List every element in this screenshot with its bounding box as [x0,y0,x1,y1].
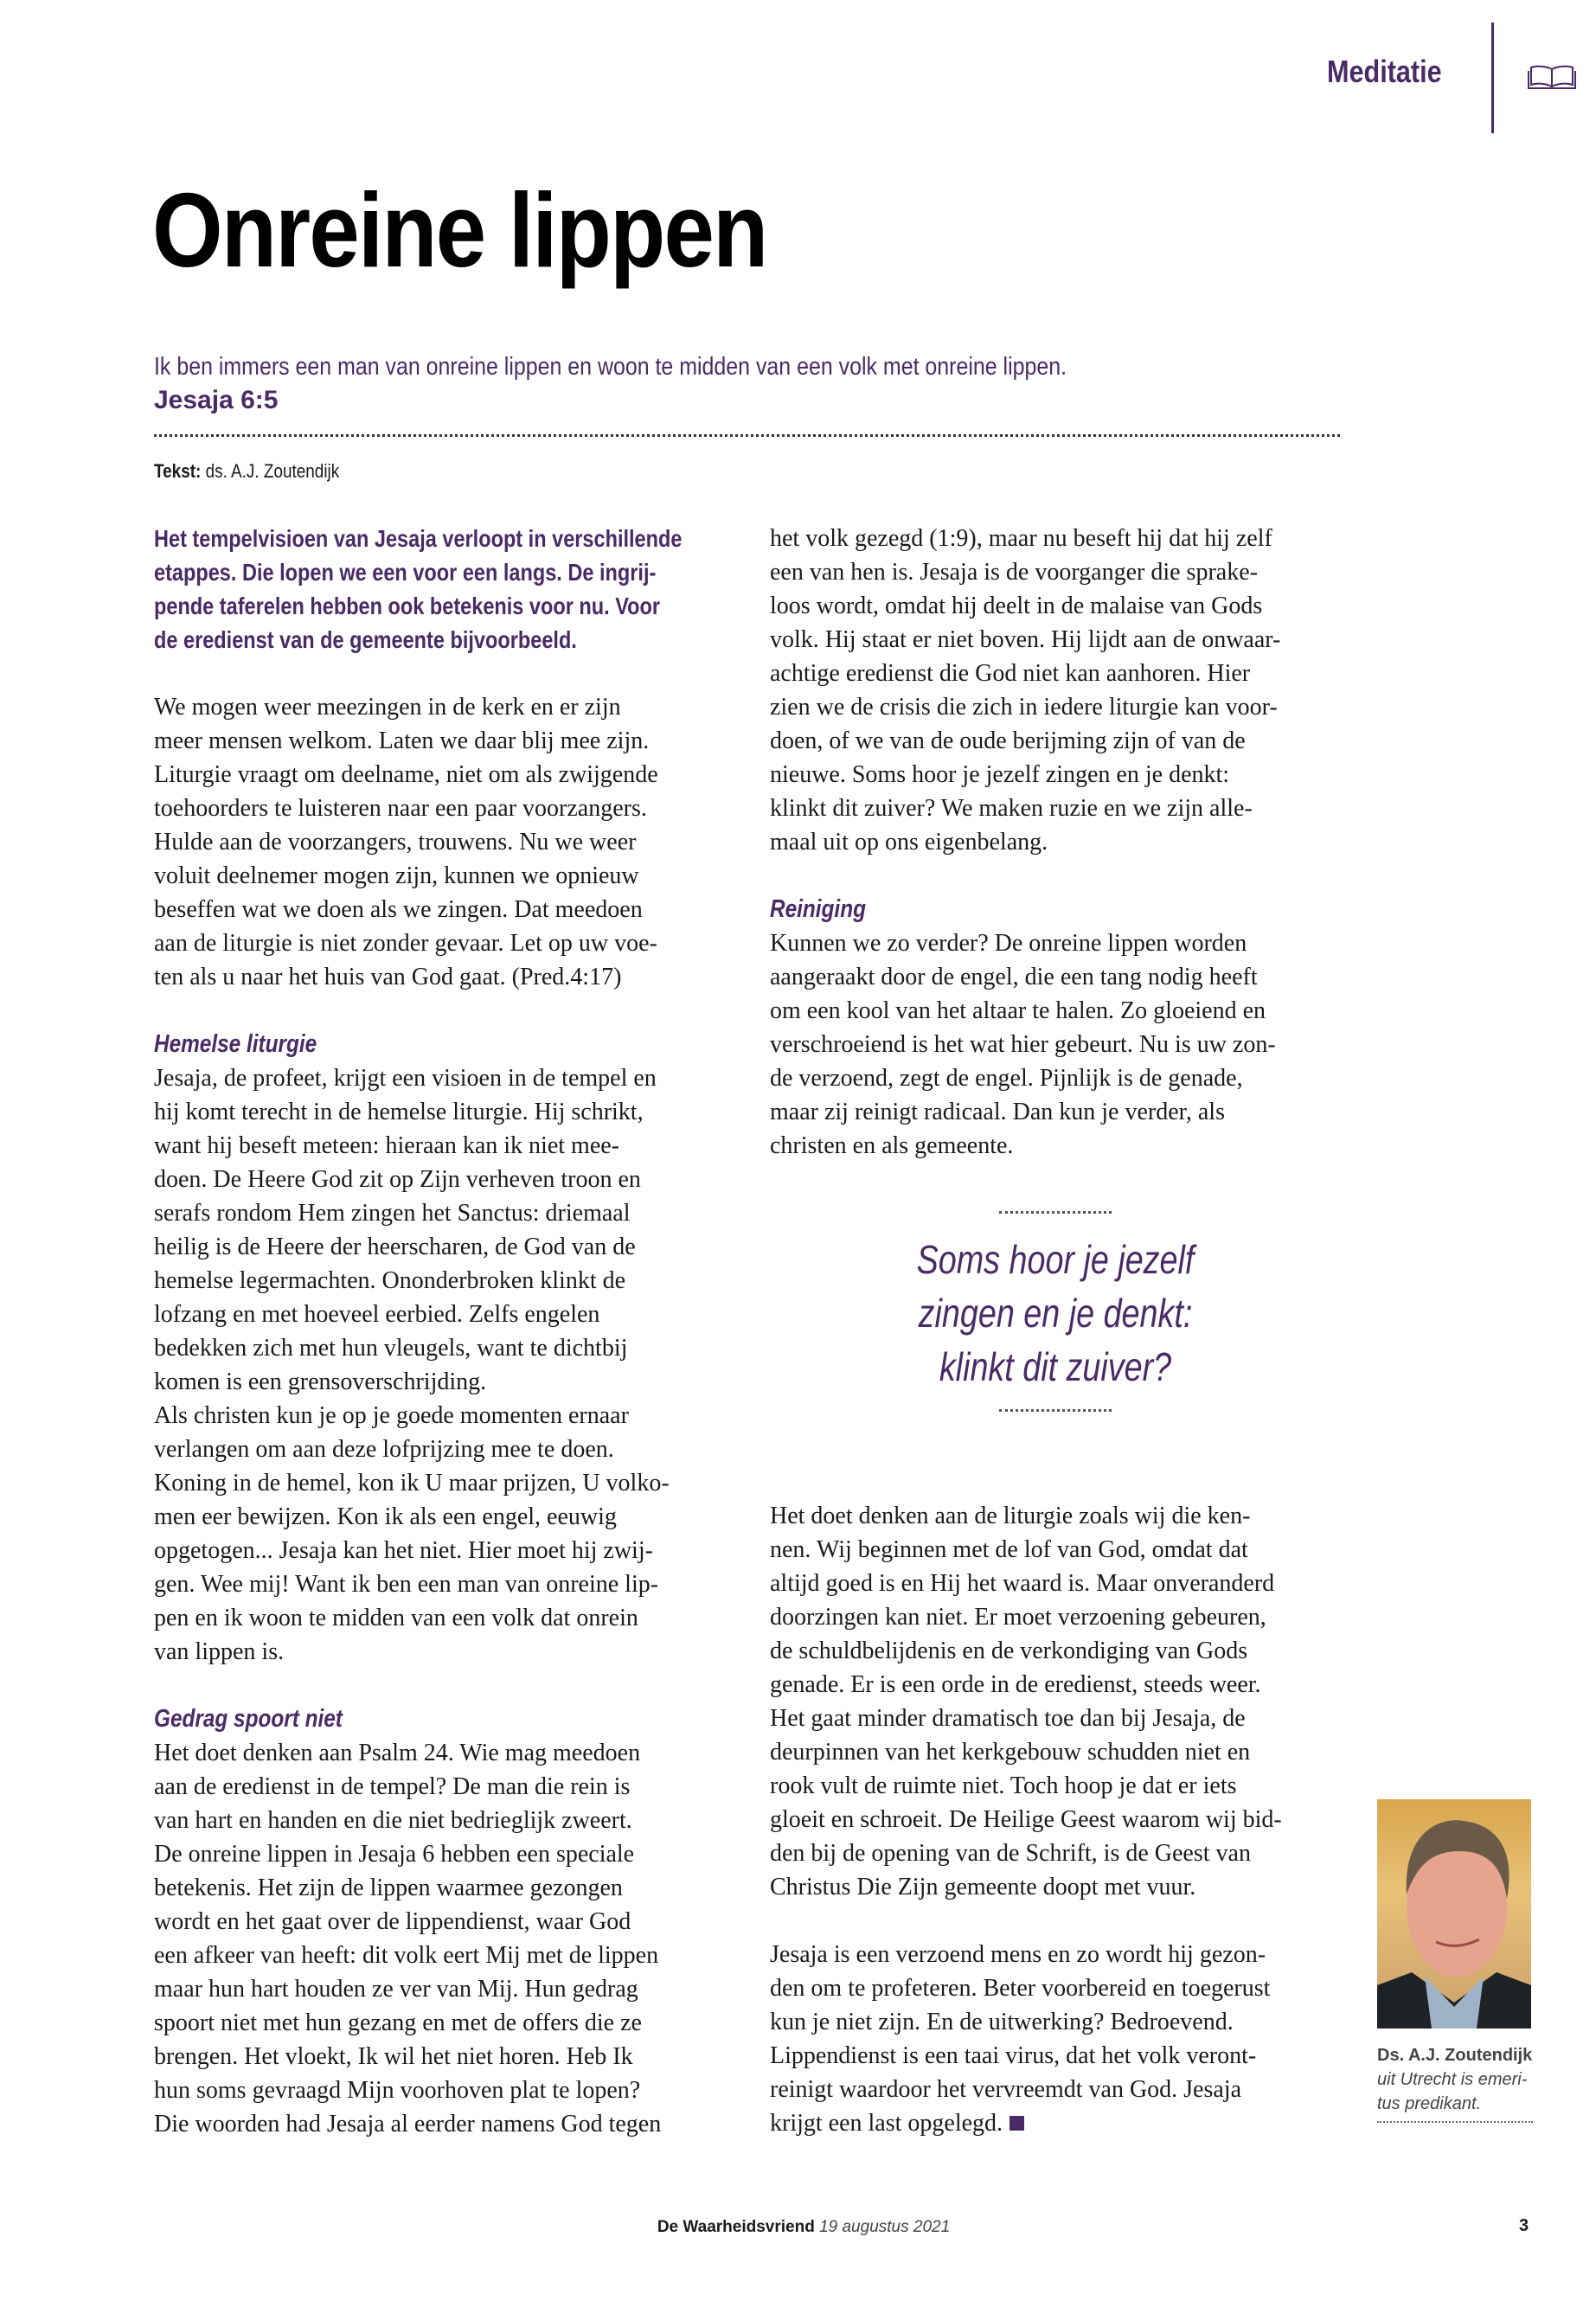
text-line: klinkt dit zuiver? [939,1344,1172,1389]
open-book-icon [1528,64,1576,90]
right-column-lower [770,1499,1358,2140]
epigraph-quote: Ik ben immers een man van onreine lippen en woon te midden van een volk met onreine lippen. [154,353,1067,381]
text-line: verschroeiend is het wat hier gebeurt. Nu is uw zon- [770,1031,1276,1058]
text-line: Soms hoor je jezelf [916,1237,1195,1282]
text-line: aan de liturgie is niet zonder gevaar. Let op uw voe- [154,930,657,957]
text-line: De onreine lippen in Jesaja 6 hebben een speciale [154,1841,635,1868]
text-line: want hij beseft meteen: hieraan kan ik niet mee- [154,1132,620,1159]
text-line: doorzingen kan niet. Er moet verzoening gebeuren, [770,1604,1266,1631]
text-line: christen en als gemeente. [770,1132,1014,1159]
text-line: doen. De Heere God zit op Zijn verheven troon en [154,1166,641,1193]
text-line: maar zij reinigt radicaal. Dan kun je verder, als [770,1099,1225,1125]
text-line: wordt en het gaat over de lippendienst, waar God [154,1908,631,1935]
text-line: toehoorders te luisteren naar een paar voorzangers. [154,795,647,822]
text-line: om een kool van het altaar te halen. Zo gloeiend en [770,997,1266,1024]
text-line: aangeraakt door de engel, die een tang nodig heeft [770,964,1258,990]
author-caption [1377,2043,1533,2123]
publication-name: De Waarheidsvriend [657,2218,815,2236]
page-number: 3 [1519,2216,1529,2235]
text-line: de eredienst van de gemeente bijvoorbeeld. [154,626,577,653]
paragraph [154,690,742,994]
page-title: Onreine lippen [152,171,767,289]
text-line: doen, of we van de oude berijming zijn of van de [770,727,1246,754]
text-line: den bij de opening van de Schrift, is de Geest van [770,1840,1251,1867]
text-line: rook vult de ruimte niet. Toch hoop je dat er iets [770,1772,1237,1799]
text-line: pende taferelen hebben ook betekenis voor nu. Voor [154,593,661,619]
text-line: Koning in de hemel, kon ik U maar prijzen, U volko- [154,1470,670,1497]
text-line: loos wordt, omdat hij deelt in de malaise van Gods [770,593,1263,619]
byline [154,460,339,483]
text-line: den om te profeteren. Beter voorbereid en toegerust [770,1975,1271,2002]
text-line: ten als u naar het huis van God gaat. (Pred.4:17) [154,964,622,990]
text-line: gloeit en schroeit. De Heilige Geest waarom wij bid- [770,1806,1282,1833]
caption-description: uit Utrecht is emeri-tus predikant. [1377,2070,1528,2113]
paragraph [154,1399,742,1669]
caption-name: Ds. A.J. Zoutendijk [1377,2046,1533,2065]
text-line: Jesaja is een verzoend mens en zo wordt hij gezon- [770,1941,1266,1968]
divider [154,434,1340,437]
text-line: deurpinnen van het kerkgebouw schudden niet en [770,1739,1251,1766]
text-line: hemelse legermachten. Ononderbroken klinkt de [154,1267,626,1294]
subheading: Reiniging [770,895,866,923]
paragraph [154,1061,742,1399]
text-line: hun soms gevraagd Mijn voorhoven plat te lopen? [154,2077,641,2104]
paragraph [770,1499,1358,1904]
text-line: beseffen wat we doen als we zingen. Dat meedoen [154,896,643,923]
text-line: het volk gezegd (1:9), maar nu beseft hij dat hij zelf [770,525,1272,552]
text-line: hij komt terecht in de hemelse liturgie. Hij schrikt, [154,1099,644,1125]
author-photo [1377,1799,1531,2029]
paragraph [770,522,1358,859]
section-label: Meditatie [1327,54,1442,89]
paragraph [770,926,1358,1163]
text-line: altijd goed is en Hij het waard is. Maar onveranderd [770,1570,1275,1597]
text-line: Liturgie vraagt om deelname, niet om als zwijgende [154,761,658,788]
text-line: voluit deelnemer mogen zijn, kunnen we opnieuw [154,862,639,889]
caption-divider [1377,2121,1533,2123]
text-line: opgetogen... Jesaja kan het niet. Hier moet hij zwij- [154,1537,653,1564]
text-line: Het tempelvisioen van Jesaja verloopt in verschillende [154,525,683,552]
text-line: de verzoend, zegt de engel. Pijnlijk is de genade, [770,1065,1243,1092]
text-line: de schuldbelijdenis en de verkondiging van Gods [770,1638,1248,1664]
text-line: zingen en je denkt: [918,1291,1193,1336]
issue-date: 19 augustus 2021 [819,2218,951,2236]
text-line: etappes. Die lopen we een voor een langs. De ingrij- [154,559,657,586]
text-line: Het gaat minder dramatisch toe dan bij Jesaja, de [770,1705,1246,1732]
text-line: men eer bewijzen. Kon ik als een engel, eeuwig [154,1503,617,1530]
text-line: We mogen weer meezingen in de kerk en er zijn [154,694,621,721]
text-line: van hart en handen en die niet bedrieglijk zweert. [154,1807,632,1834]
end-mark-icon [1010,2116,1024,2131]
text-line: Het doet denken aan de liturgie zoals wij die ken- [770,1503,1251,1529]
text-line: serafs rondom Hem zingen het Sanctus: driemaal [154,1200,631,1227]
text-line: heilig is de Heere der heerscharen, de God van de [154,1234,636,1260]
left-column [154,522,742,2141]
text-line: Christus Die Zijn gemeente doopt met vuur. [770,1874,1196,1900]
text-line: maar hun hart houden ze ver van Mij. Hun gedrag [154,1976,638,2003]
pull-quote-divider [999,1409,1112,1412]
text-line: nieuwe. Soms hoor je jezelf zingen en je denkt: [770,761,1230,788]
text-line: pen en ik woon te midden van een volk dat onrein [154,1605,638,1631]
text-line: klinkt dit zuiver? We maken ruzie en we zijn alle- [770,795,1253,822]
subheading: Hemelse liturgie [154,1030,317,1058]
text-line: een van hen is. Jesaja is de voorganger die sprake- [770,559,1258,586]
paragraph [770,1938,1358,2140]
text-line: aan de eredienst in de tempel? De man die rein is [154,1773,631,1800]
text-line: gen. Wee mij! Want ik ben een man van onreine lip- [154,1571,659,1598]
intro-paragraph [154,522,742,657]
epigraph-reference: Jesaja 6:5 [154,386,279,414]
text-line: meer mensen welkom. Laten we daar blij mee zijn. [154,727,650,754]
header-divider [1491,22,1494,133]
text-line: spoort niet met hun gezang en met de offers die ze [154,2009,642,2036]
text-line: achtige eredienst die God niet kan aanhoren. Hier [770,660,1251,687]
text-line: komen is een grensoverschrijding. [154,1368,487,1395]
text-line: volk. Hij staat er niet boven. Hij lijdt aan de onwaar- [770,626,1281,653]
text-line: Kunnen we zo verder? De onreine lippen worden [770,930,1247,957]
text-line: maal uit op ons eigenbelang. [770,829,1048,856]
text-line: brengen. Het vloekt, Ik wil het niet horen. Heb Ik [154,2043,633,2070]
text-line: kun je niet zijn. En de uitwerking? Bedroevend. [770,2009,1234,2035]
text-line: lofzang en met hoeveel eerbied. Zelfs engelen [154,1301,600,1328]
text-line: reinigt waardoor het vervreemdt van God. Jesaja [770,2076,1242,2103]
byline-label: Tekst: [154,460,202,482]
text-line: Die woorden had Jesaja al eerder namens God tegen [154,2111,662,2138]
text-line [770,2106,1358,2140]
text-line: een afkeer van heeft: dit volk eert Mij met de lippen [154,1942,659,1969]
text-line: Lippendienst is een taai virus, dat het volk veront- [770,2042,1257,2069]
text-line: betekenis. Het zijn de lippen waarmee gezongen [154,1875,623,1901]
text-line: Hulde aan de voorzangers, trouwens. Nu we weer [154,829,637,856]
pull-quote [865,1211,1246,1412]
byline-author: ds. A.J. Zoutendijk [205,460,340,482]
text-line: bedekken zich met hun vleugels, want te dichtbij [154,1335,628,1362]
text-line: verlangen om aan deze lofprijzing mee te doen. [154,1436,614,1463]
text-line: Jesaja, de profeet, krijgt een visioen in de tempel en [154,1065,657,1092]
right-column [770,522,1358,1163]
text-line-content: krijgt een last opgelegd. [770,2110,1003,2137]
text-line: van lippen is. [154,1638,285,1665]
text-line: nen. Wij beginnen met de lof van God, omdat dat [770,1536,1248,1563]
paragraph [154,1736,742,2141]
footer [0,2218,1596,2237]
text-line: Als christen kun je op je goede momenten ernaar [154,1402,629,1429]
text-line: Het doet denken aan Psalm 24. Wie mag meedoen [154,1740,641,1766]
text-line: zien we de crisis die zich in iedere liturgie kan voor- [770,694,1278,721]
text-line: genade. Er is een orde in de eredienst, steeds weer. [770,1671,1261,1698]
subheading: Gedrag spoort niet [154,1705,343,1733]
